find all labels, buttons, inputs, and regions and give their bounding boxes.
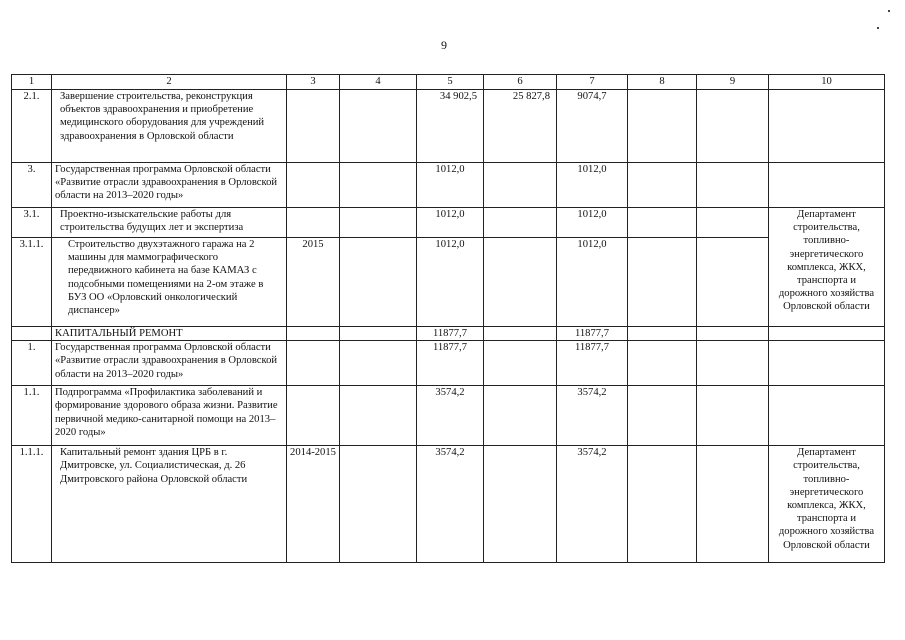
scan-speck bbox=[877, 27, 879, 29]
row-number: 2.1. bbox=[12, 90, 52, 163]
value-col5: 1012,0 bbox=[417, 238, 484, 327]
section-title: КАПИТАЛЬНЫЙ РЕМОНТ bbox=[52, 327, 287, 341]
value-col7: 3574,2 bbox=[557, 386, 628, 446]
row-description: Завершение строительства, реконструкция объектов здравоохранения и приобретение медицинского оборудования для учреждений здравоохранения в Орловской области bbox=[52, 90, 287, 163]
value-col5: 3574,2 bbox=[417, 386, 484, 446]
value-col5: 3574,2 bbox=[417, 446, 484, 563]
table-row bbox=[12, 386, 885, 446]
header-cell: 2 bbox=[52, 75, 287, 90]
value-col7: 1012,0 bbox=[557, 163, 628, 208]
table-row bbox=[12, 90, 885, 163]
page-number: 9 bbox=[441, 38, 447, 52]
row-description: Проектно-изыскательские работы для строительства будущих лет и экспертиза bbox=[52, 208, 287, 238]
table-row bbox=[12, 327, 885, 341]
responsible-department: Департамент строительства, топливно-энергетического комплекса, ЖКХ, транспорта и дорожного хозяйства Орловской области bbox=[769, 208, 885, 327]
value-col5: 1012,0 bbox=[417, 163, 484, 208]
row-number: 3. bbox=[12, 163, 52, 208]
value-col6: 25 827,8 bbox=[484, 90, 557, 163]
year-cell bbox=[287, 90, 340, 163]
row-number: 1.1. bbox=[12, 386, 52, 446]
header-cell: 1 bbox=[12, 75, 52, 90]
row-number: 1.1.1. bbox=[12, 446, 52, 563]
header-cell: 7 bbox=[557, 75, 628, 90]
budget-table bbox=[11, 74, 885, 563]
row-number: 1. bbox=[12, 341, 52, 386]
value-col5: 34 902,5 bbox=[417, 90, 484, 163]
header-cell: 4 bbox=[340, 75, 417, 90]
responsible-department: Департамент строительства, топливно-энергетического комплекса, ЖКХ, транспорта и дорожного хозяйства Орловской области bbox=[769, 446, 885, 563]
year-cell: 2015 bbox=[287, 238, 340, 327]
table-row bbox=[12, 163, 885, 208]
table-row bbox=[12, 341, 885, 386]
row-description: Строительство двухэтажного гаража на 2 машины для маммографического передвижного кабинета на базе КАМАЗ с подсобными помещениями на 2-ом этаже в БУЗ ОО «Орловский онкологический диспансер» bbox=[52, 238, 287, 327]
value-col5: 1012,0 bbox=[417, 208, 484, 238]
table-row bbox=[12, 238, 885, 327]
value-col7: 11877,7 bbox=[557, 327, 628, 341]
value-col7: 1012,0 bbox=[557, 208, 628, 238]
row-number: 3.1.1. bbox=[12, 238, 52, 327]
value-col7: 3574,2 bbox=[557, 446, 628, 563]
row-description: Капитальный ремонт здания ЦРБ в г. Дмитровске, ул. Социалистическая, д. 26 Дмитровского района Орловской области bbox=[52, 446, 287, 563]
table-row bbox=[12, 208, 885, 238]
row-description: Подпрограмма «Профилактика заболеваний и формирование здорового образа жизни. Развитие первичной медико-санитарной помощи на 2013–2020 годы» bbox=[52, 386, 287, 446]
header-cell: 10 bbox=[769, 75, 885, 90]
value-col7: 9074,7 bbox=[557, 90, 628, 163]
table-row bbox=[12, 446, 885, 563]
header-cell: 5 bbox=[417, 75, 484, 90]
row-number: 3.1. bbox=[12, 208, 52, 238]
value-col5: 11877,7 bbox=[417, 341, 484, 386]
header-cell: 3 bbox=[287, 75, 340, 90]
header-cell: 8 bbox=[628, 75, 697, 90]
header-row bbox=[12, 75, 885, 90]
value-col7: 11877,7 bbox=[557, 341, 628, 386]
year-cell: 2014-2015 bbox=[287, 446, 340, 563]
scan-speck bbox=[888, 10, 890, 12]
header-cell: 9 bbox=[697, 75, 769, 90]
value-col7: 1012,0 bbox=[557, 238, 628, 327]
header-cell: 6 bbox=[484, 75, 557, 90]
value-col5: 11877,7 bbox=[417, 327, 484, 341]
row-description: Государственная программа Орловской области «Развитие отрасли здравоохранения в Орловской области на 2013–2020 годы» bbox=[52, 341, 287, 386]
row-description: Государственная программа Орловской области «Развитие отрасли здравоохранения в Орловской области на 2013–2020 годы» bbox=[52, 163, 287, 208]
